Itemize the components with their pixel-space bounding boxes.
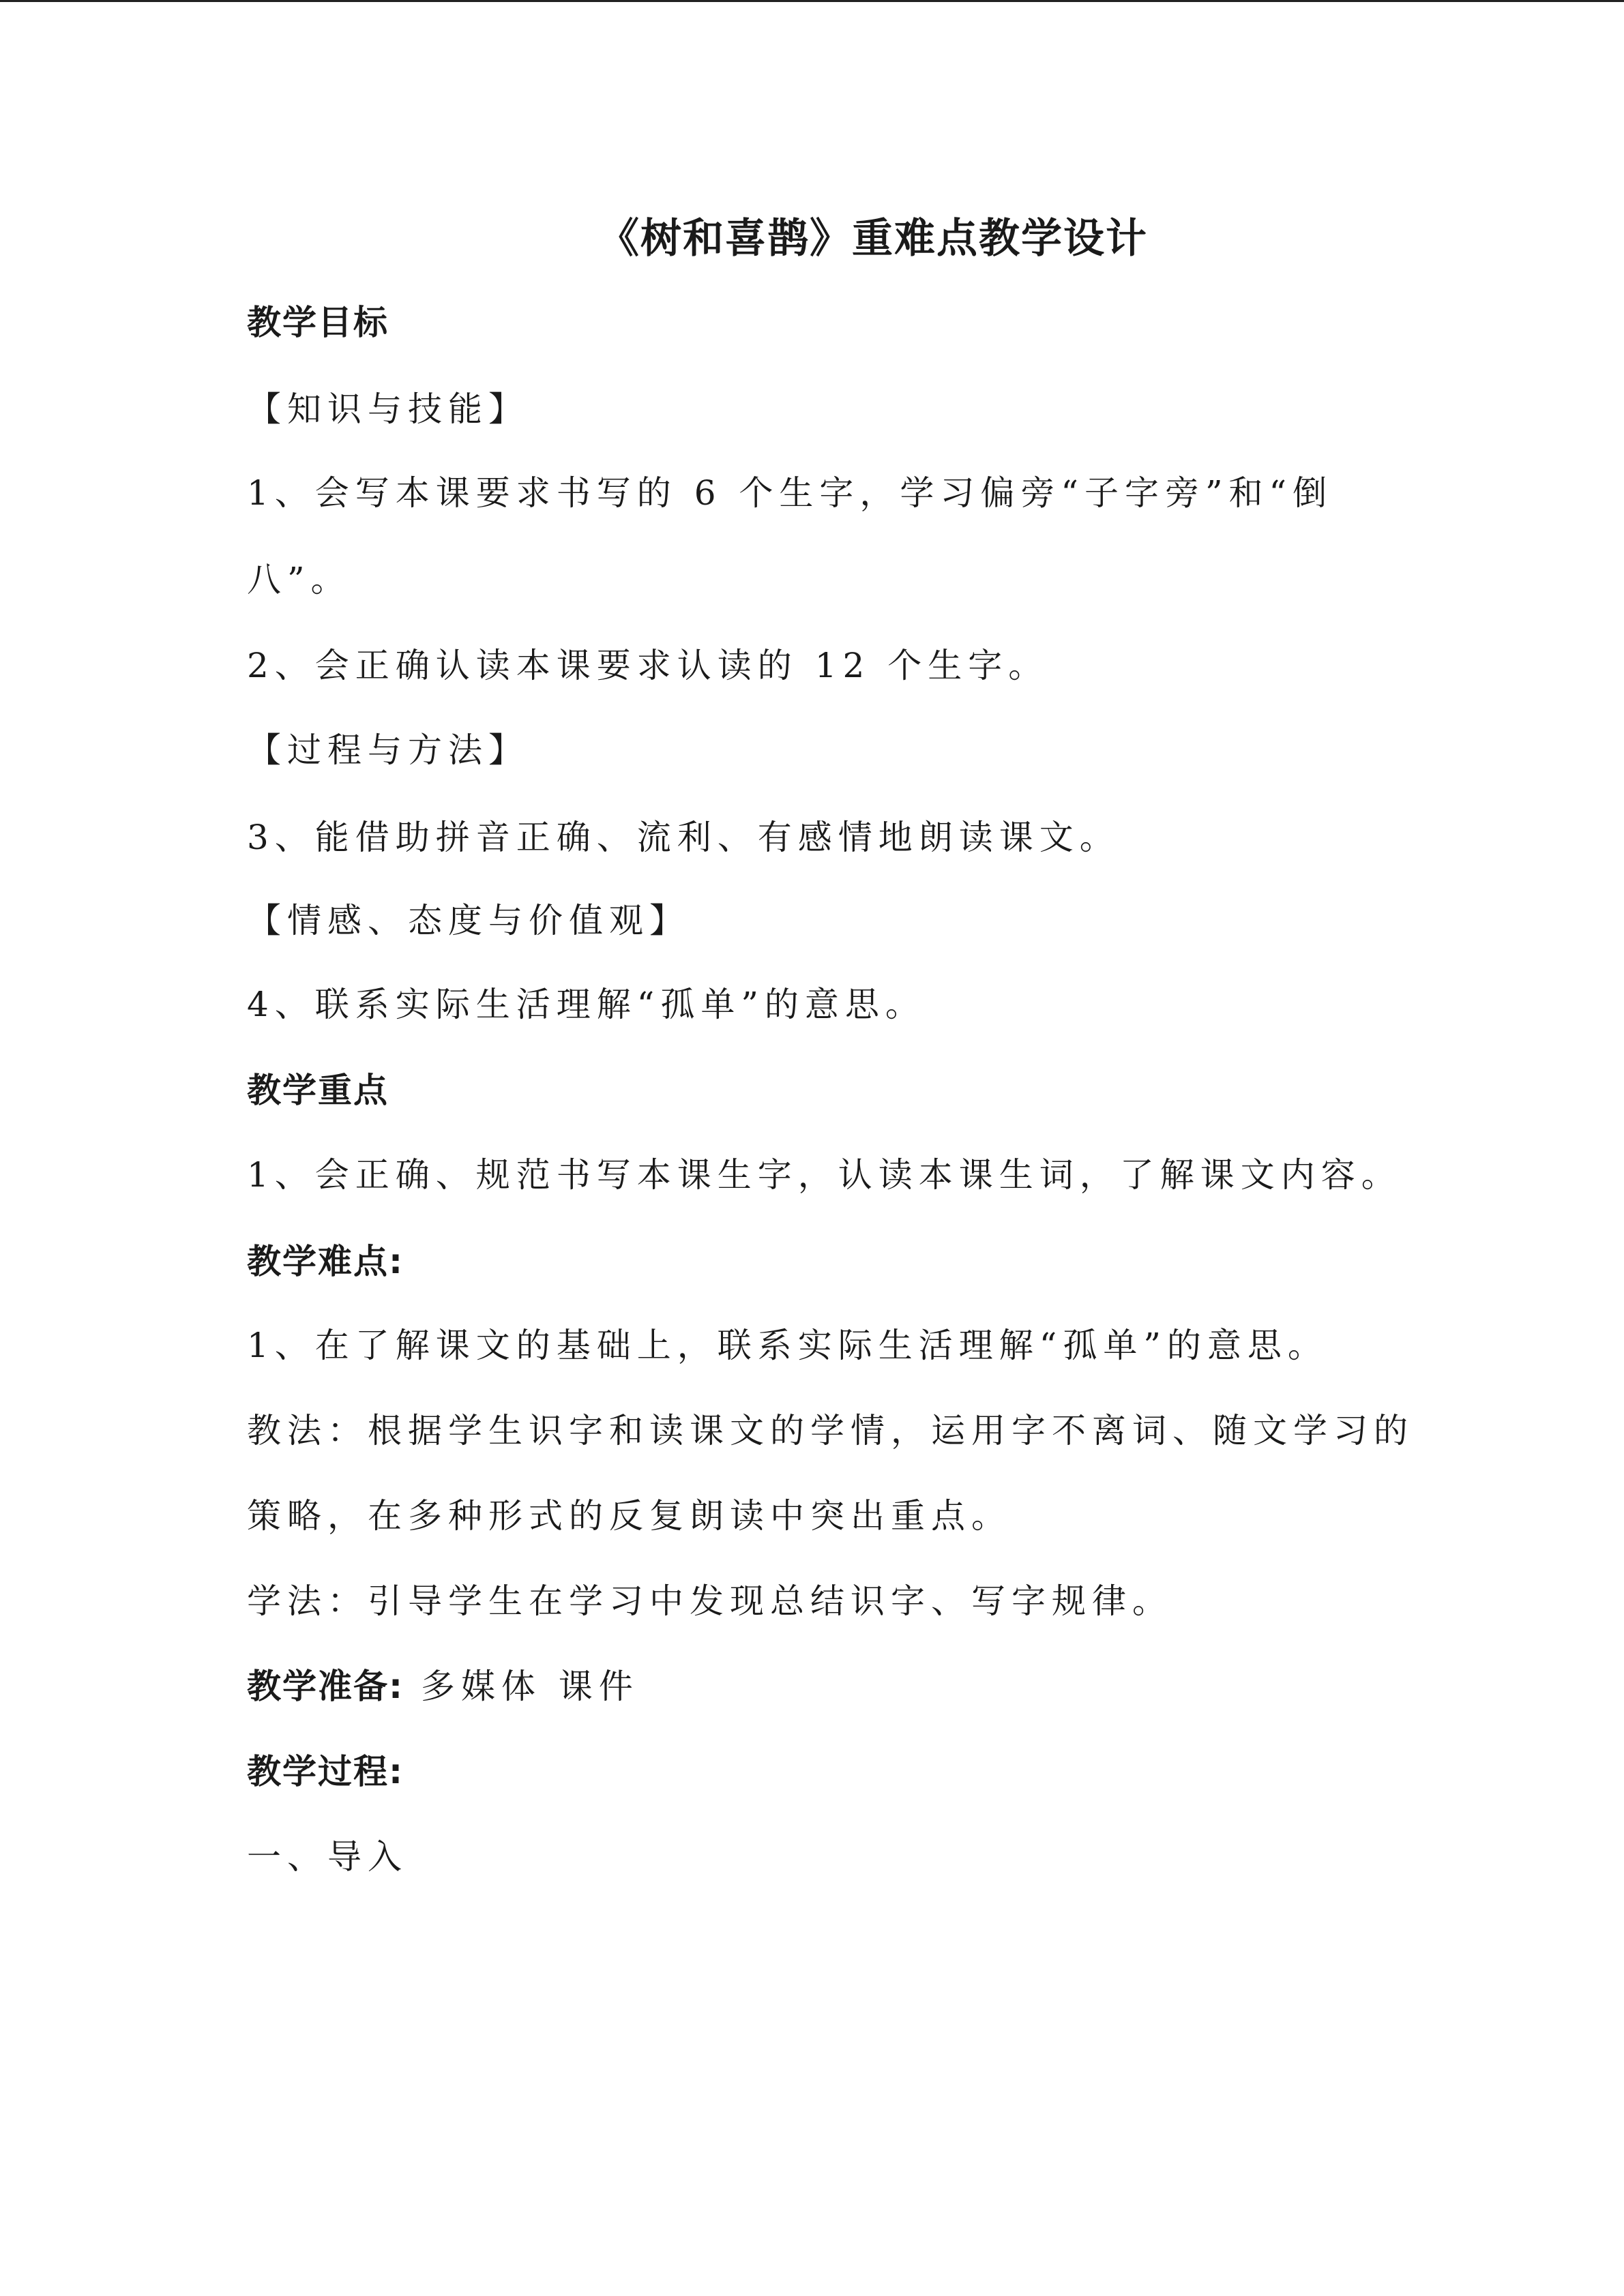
subheading-emotion-values: 【情感、态度与价值观】 — [247, 901, 690, 940]
learning-method: 学法：引导学生在学习中发现总结识字、写字规律。 — [247, 1581, 1172, 1621]
objective-1-line-2: 八”。 — [247, 560, 351, 599]
subheading-process-methods: 【过程与方法】 — [247, 730, 529, 770]
teaching-preparation-value: 多媒体 课件 — [404, 1667, 639, 1706]
key-point-1: 1、会正确、规范书写本课生字，认读本课生词，了解课文内容。 — [247, 1155, 1402, 1195]
difficulty-1: 1、在了解课文的基础上，联系实际生活理解“孤单”的意思。 — [247, 1326, 1328, 1365]
process-step-1-introduction: 一、导入 — [247, 1837, 408, 1877]
teaching-preparation-label: 教学准备: — [247, 1667, 404, 1706]
document-title: 《树和喜鹊》重难点教学设计 — [598, 215, 1148, 263]
heading-teaching-key-points: 教学重点 — [247, 1071, 389, 1110]
teaching-method-line-1: 教法：根据学生识字和读课文的学情，运用字不离词、随文学习的 — [247, 1411, 1414, 1450]
objective-1-line-1: 1、会写本课要求书写的 6 个生字，学习偏旁“子字旁”和“倒 — [247, 473, 1333, 513]
objective-2: 2、会正确认读本课要求认读的 12 个生字。 — [247, 646, 1049, 685]
subheading-knowledge-skills: 【知识与技能】 — [247, 389, 529, 429]
teaching-method-line-2: 策略，在多种形式的反复朗读中突出重点。 — [247, 1496, 1012, 1536]
objective-3: 3、能借助拼音正确、流利、有感情地朗读课文。 — [247, 818, 1120, 857]
heading-teaching-difficulties: 教学难点: — [247, 1242, 404, 1281]
heading-teaching-objectives: 教学目标 — [247, 303, 389, 342]
heading-teaching-process: 教学过程: — [247, 1752, 404, 1791]
objective-4: 4、联系实际生活理解“孤单”的意思。 — [247, 985, 926, 1024]
teaching-preparation — [247, 1659, 1393, 1714]
